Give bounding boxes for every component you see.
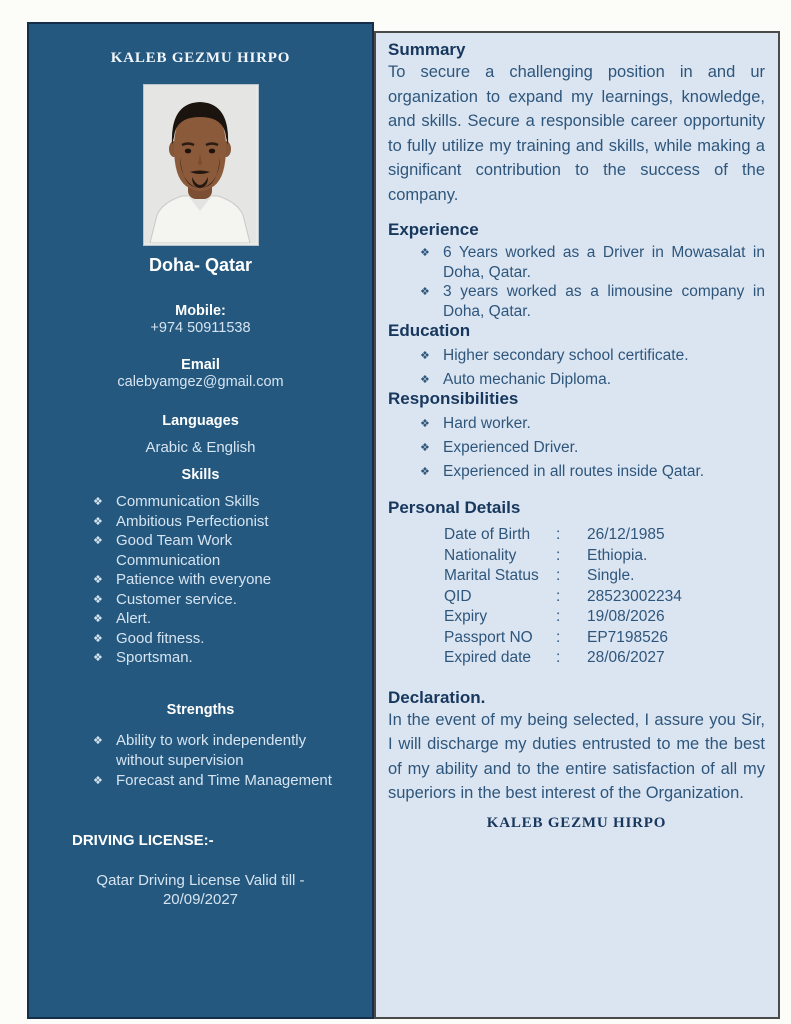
personal-details-heading: Personal Details <box>388 498 521 517</box>
experience-text: 6 Years worked as a Driver in Mowasalat in Doha, Qatar. <box>443 244 765 281</box>
detail-label: Marital Status <box>444 567 539 584</box>
location-text: Doha- Qatar <box>148 255 253 275</box>
responsibilities-heading: Responsibilities <box>388 389 519 408</box>
strengths-list <box>29 731 372 791</box>
skill-item <box>93 590 350 610</box>
skill-text: Alert. <box>116 610 152 627</box>
detail-label: Nationality <box>444 546 517 564</box>
detail-separator: : <box>556 546 561 564</box>
skill-item <box>93 512 350 532</box>
education-text: Auto mechanic Diploma. <box>443 370 611 388</box>
detail-label: Expiry <box>444 608 488 625</box>
declaration-text: In the event of my being selected, I assure you Sir, I will discharge my duties entrusted to me the best of my ability and to the entire satisfaction of all my superiors in the best interest of the Organization. <box>388 710 765 802</box>
detail-separator: : <box>556 649 561 666</box>
detail-value: Ethiopia. <box>587 546 648 564</box>
strength-item <box>93 771 350 791</box>
personal-detail-row <box>444 546 765 567</box>
diamond-bullet-icon: ❖ <box>93 573 103 586</box>
education-list <box>388 346 765 390</box>
personal-detail-row <box>444 525 765 546</box>
diamond-bullet-icon: ❖ <box>93 612 103 625</box>
skill-text: Sportsman. <box>116 649 193 666</box>
experience-list <box>388 243 765 321</box>
diamond-bullet-icon: ❖ <box>420 285 430 298</box>
detail-value: 28523002234 <box>587 587 682 605</box>
skill-text: Communication Skills <box>116 493 260 510</box>
personal-detail-row <box>444 628 765 649</box>
portrait-illustration <box>144 85 256 243</box>
detail-value: EP7198526 <box>587 628 669 646</box>
diamond-bullet-icon: ❖ <box>420 348 430 362</box>
skills-label: Skills <box>181 467 220 483</box>
sidebar-panel <box>27 22 374 1019</box>
skill-item <box>93 492 350 512</box>
diamond-bullet-icon: ❖ <box>93 592 103 606</box>
education-item <box>388 370 765 390</box>
personal-detail-row <box>444 648 765 669</box>
personal-detail-row <box>444 607 765 628</box>
skill-text: Patience with everyone <box>116 571 272 588</box>
detail-separator: : <box>556 608 561 625</box>
skill-item <box>93 609 350 629</box>
summary-heading: Summary <box>388 40 466 59</box>
skill-item <box>93 629 350 649</box>
detail-value: 26/12/1985 <box>587 526 665 543</box>
detail-label: Passport NO <box>444 628 533 646</box>
email-label: Email <box>181 357 220 373</box>
skill-text: Good Team Work Communication <box>116 532 233 569</box>
skill-item <box>93 648 350 668</box>
responsibility-text: Hard worker. <box>443 414 531 432</box>
mobile-label: Mobile: <box>175 303 226 319</box>
diamond-bullet-icon: ❖ <box>93 651 103 664</box>
personal-detail-row <box>444 566 765 587</box>
strength-text: Forecast and Time Management <box>116 771 332 789</box>
skill-item <box>93 570 350 590</box>
education-text: Higher secondary school certificate. <box>443 346 689 364</box>
detail-value: Single. <box>587 567 635 584</box>
responsibility-text: Experienced Driver. <box>443 438 579 456</box>
candidate-name: KALEB GEZMU HIRPO <box>110 50 291 66</box>
responsibility-text: Experienced in all routes inside Qatar. <box>443 462 705 480</box>
detail-separator: : <box>556 526 561 543</box>
diamond-bullet-icon: ❖ <box>93 534 103 547</box>
languages-value: Arabic & English <box>145 439 256 456</box>
detail-separator: : <box>556 587 561 605</box>
signature-name: KALEB GEZMU HIRPO <box>486 814 667 831</box>
skill-text: Good fitness. <box>116 629 205 647</box>
driving-license-value: Qatar Driving License Valid till - 20/09/2027 <box>96 871 305 908</box>
diamond-bullet-icon: ❖ <box>93 773 103 787</box>
skills-list <box>29 492 372 668</box>
responsibilities-list <box>388 414 765 482</box>
personal-details-table <box>388 525 765 669</box>
diamond-bullet-icon: ❖ <box>420 440 430 454</box>
diamond-bullet-icon: ❖ <box>93 495 103 508</box>
detail-separator: : <box>556 567 561 584</box>
skill-item <box>93 531 350 570</box>
experience-item <box>388 282 765 321</box>
profile-photo <box>143 84 259 246</box>
diamond-bullet-icon: ❖ <box>93 631 103 645</box>
experience-text: 3 years worked as a limousine company in Doha, Qatar. <box>443 283 765 320</box>
strength-item <box>93 731 350 771</box>
driving-license-label: DRIVING LICENSE:- <box>72 831 214 849</box>
diamond-bullet-icon: ❖ <box>420 416 430 430</box>
detail-label: QID <box>444 587 472 605</box>
detail-separator: : <box>556 628 561 646</box>
diamond-bullet-icon: ❖ <box>93 733 103 747</box>
detail-label: Expired date <box>444 649 532 666</box>
education-heading: Education <box>388 321 471 340</box>
declaration-heading: Declaration. <box>388 687 486 707</box>
strengths-label: Strengths <box>166 701 235 718</box>
main-panel <box>374 31 780 1019</box>
education-item <box>388 346 765 366</box>
responsibility-item <box>388 414 765 434</box>
email-value: calebyamgez@gmail.com <box>117 374 284 390</box>
strength-text: Ability to work independently without supervision <box>116 731 307 769</box>
detail-value: 19/08/2026 <box>587 608 665 625</box>
detail-value: 28/06/2027 <box>587 649 665 666</box>
detail-label: Date of Birth <box>444 526 531 543</box>
experience-item <box>388 243 765 282</box>
diamond-bullet-icon: ❖ <box>420 372 430 386</box>
personal-detail-row <box>444 587 765 608</box>
skill-text: Ambitious Perfectionist <box>116 512 269 530</box>
skill-text: Customer service. <box>116 590 237 608</box>
diamond-bullet-icon: ❖ <box>93 514 103 528</box>
responsibility-item <box>388 438 765 458</box>
responsibility-item <box>388 462 765 482</box>
languages-label: Languages <box>162 413 239 429</box>
summary-text: To secure a challenging position in and ur organization to expand my learnings, knowledge, and skills. Secure a responsible career opportunity to fully utilize my training and skills, while making a significant contribution to the success of the company. <box>388 63 765 204</box>
diamond-bullet-icon: ❖ <box>420 464 430 478</box>
diamond-bullet-icon: ❖ <box>420 246 430 259</box>
experience-heading: Experience <box>388 220 479 239</box>
mobile-value: +974 50911538 <box>150 320 251 336</box>
